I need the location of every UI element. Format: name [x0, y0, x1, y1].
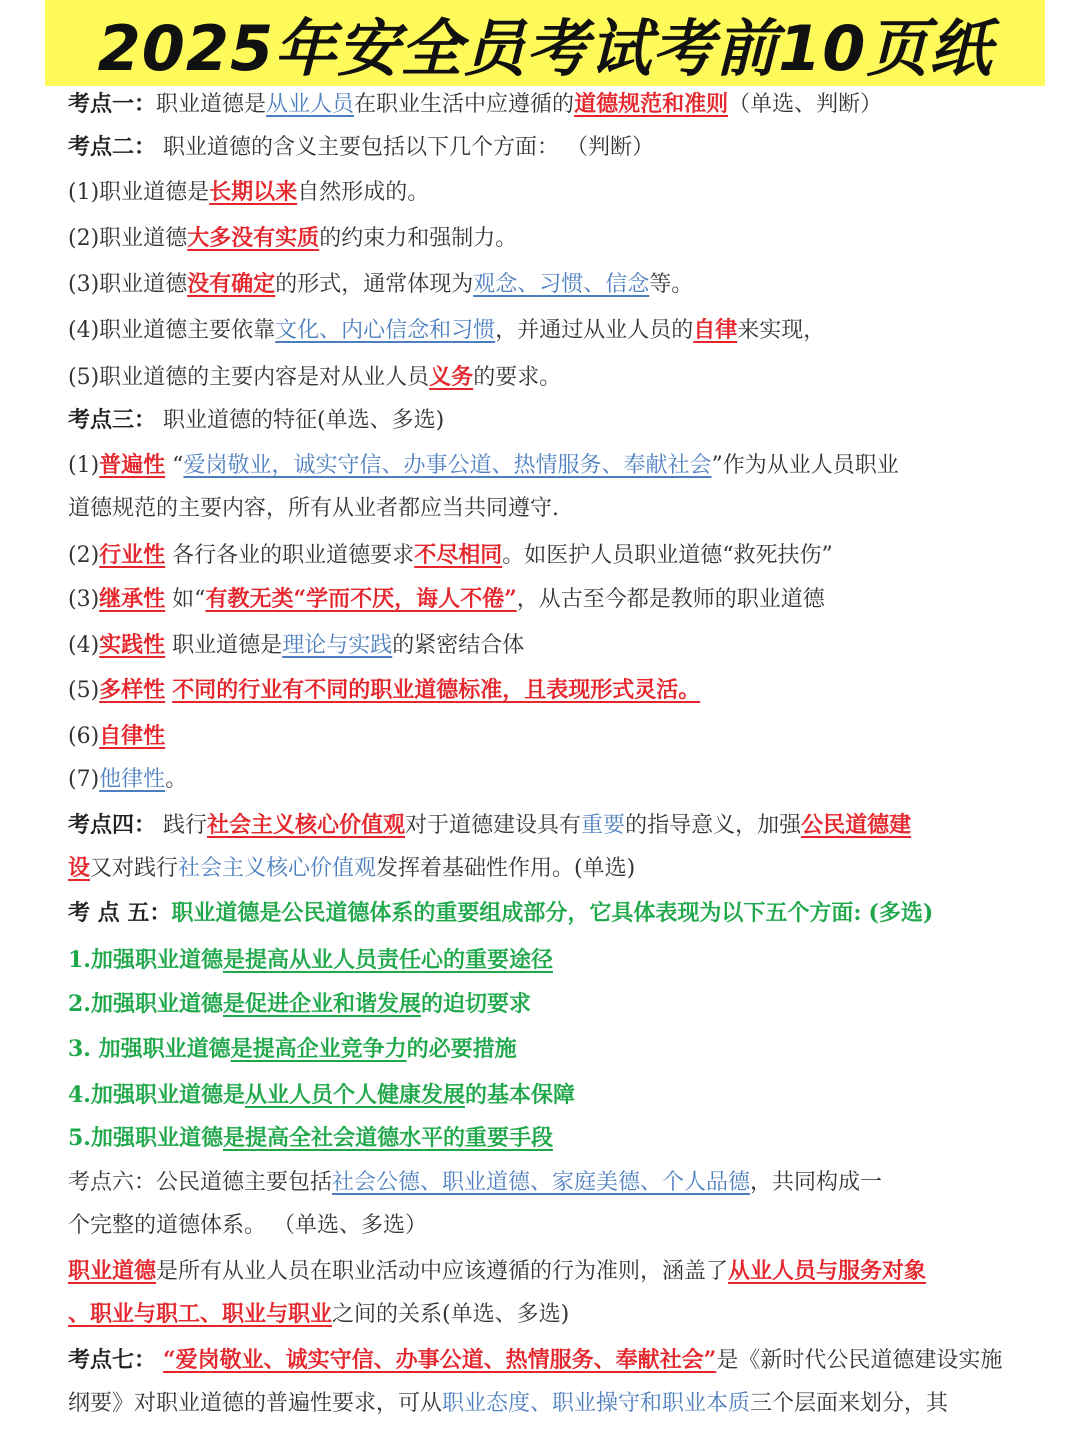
- highlighted-text: 的必要措施: [406, 1036, 517, 1062]
- highlighted-text: 理论与实践: [282, 633, 393, 658]
- highlighted-text: 的迫切要求: [420, 991, 531, 1017]
- highlighted-text: 自律性: [99, 723, 166, 749]
- title-banner: [45, 0, 1045, 86]
- highlighted-text: (多选): [868, 900, 934, 926]
- highlighted-text: 长期以来: [209, 179, 298, 205]
- highlighted-text: 职业道德: [68, 1258, 157, 1284]
- text-segment: ，共同构成一: [750, 1170, 883, 1195]
- text-line: [68, 1033, 1008, 1066]
- highlighted-text: 从业人员个人健康发展: [244, 1082, 465, 1108]
- text-line: [68, 493, 1008, 525]
- text-segment: (2)职业道德: [68, 226, 188, 251]
- text-line: [68, 268, 1008, 301]
- highlighted-text: 文化、内心信念和习惯: [275, 318, 496, 343]
- highlighted-text: 从业人员: [266, 92, 355, 117]
- text-segment: 发挥着基础性作用。(单选): [376, 856, 636, 881]
- highlighted-text: 自律: [693, 317, 738, 343]
- text-segment: (4)职业道德主要依靠: [68, 318, 276, 343]
- text-line: [68, 1344, 1008, 1377]
- text-line: [68, 1079, 1008, 1112]
- text-line: [68, 314, 1008, 347]
- text-segment: 在职业生活中应遵循的: [354, 92, 575, 117]
- text-segment: 等。: [649, 272, 694, 297]
- highlighted-text: 是提高全社会道德水平的重要手段: [222, 1125, 553, 1151]
- highlighted-text: 社会主义核心价值观: [178, 856, 377, 881]
- section-label: 考点七：: [68, 1347, 157, 1373]
- highlighted-text: 社会主义核心价值观: [207, 812, 406, 838]
- text-line: [68, 629, 1008, 662]
- text-segment: (1): [68, 453, 100, 478]
- text-line: [68, 583, 1008, 616]
- text-line: [68, 176, 1008, 209]
- text-line: [68, 361, 1008, 394]
- text-segment: 如“: [165, 587, 206, 612]
- highlighted-text: 实践性: [99, 632, 166, 658]
- highlighted-text: 行业性: [99, 542, 166, 568]
- text-segment: ，从古至今都是教师的职业道德: [516, 587, 825, 612]
- text-segment: 。如医护人员职业道德“救死扶伤”: [502, 543, 833, 568]
- text-line: [68, 988, 1008, 1021]
- highlighted-text: 职业态度、职业操守和职业本质: [442, 1391, 751, 1416]
- text-segment: ”作为从业人员职业: [711, 453, 899, 478]
- text-segment: (7): [68, 767, 100, 792]
- highlighted-text: 是提高从业人员责任心的重要途径: [222, 947, 553, 973]
- text-segment: 来实现，: [737, 318, 826, 343]
- text-segment: 考点六：公民道德主要包括: [68, 1170, 333, 1195]
- text-segment: 。: [165, 767, 188, 792]
- text-segment: 之间的关系(单选、多选): [332, 1302, 570, 1327]
- text-segment: 的紧密结合体: [392, 633, 525, 658]
- text-segment: 是所有从业人员在职业活动中应该遵循的行为准则，涵盖了: [156, 1259, 729, 1284]
- highlighted-text: 有教无类“学而不厌，诲人不倦”: [205, 586, 517, 612]
- highlighted-text: 设: [68, 855, 91, 881]
- highlighted-text: 爱岗敬业，诚实守信、办事公道、热情服务、奉献社会: [183, 453, 712, 478]
- text-segment: 是《新时代公民道德建设实施: [716, 1348, 1003, 1373]
- text-segment: (6): [68, 724, 100, 749]
- highlighted-text: 多样性: [99, 677, 166, 703]
- text-segment: 的指导意义，加强: [625, 813, 802, 838]
- text-segment: 的要求。: [473, 365, 562, 390]
- text-segment: 对于道德建设具有: [405, 813, 582, 838]
- text-segment: “: [165, 453, 184, 478]
- text-line: [68, 404, 1008, 437]
- highlighted-text: 不尽相同: [414, 542, 503, 568]
- text-line: [68, 1388, 1008, 1420]
- highlighted-text: 是促进企业和谐发展: [222, 991, 421, 1017]
- text-line: [68, 944, 1008, 977]
- text-segment: (5)职业道德的主要内容是对从业人员: [68, 365, 430, 390]
- text-line: [68, 1210, 1008, 1242]
- text-line: [68, 449, 1008, 482]
- text-line: [68, 809, 1008, 842]
- highlighted-text: 职业道德是公民道德体系的重要组成部分，它具体表现为以下五个方面:: [171, 900, 862, 926]
- highlighted-text: 、职业与职工、职业与职业: [68, 1301, 333, 1327]
- text-segment: 的约束力和强制力。: [319, 226, 518, 251]
- section-label: 考点四：: [68, 812, 157, 838]
- text-line: [68, 222, 1008, 255]
- highlighted-text: 没有确定: [187, 271, 276, 297]
- section-label: 考点二：: [68, 134, 157, 160]
- text-segment: 又对践行: [90, 856, 179, 881]
- highlighted-text: 2.加强职业道德: [68, 991, 223, 1017]
- highlighted-text: 公民道德建: [801, 812, 912, 838]
- highlighted-text: 道德规范和准则: [574, 91, 729, 117]
- text-segment: 职业道德是: [165, 633, 283, 658]
- highlighted-text: 从业人员与服务对象: [728, 1258, 927, 1284]
- highlighted-text: 社会公德、职业道德、家庭美德、个人品德: [332, 1170, 751, 1195]
- text-segment: 职业道德是: [156, 92, 267, 117]
- text-line: [68, 674, 1008, 707]
- text-line: [68, 131, 1008, 164]
- highlighted-text: 重要: [581, 813, 626, 838]
- text-line: [68, 1122, 1008, 1155]
- text-segment: [156, 1348, 163, 1373]
- section-label: 考点一：: [68, 91, 157, 117]
- text-segment: （单选、判断）: [728, 92, 883, 117]
- text-segment: (2): [68, 543, 100, 568]
- text-line: [68, 88, 1008, 121]
- highlighted-text: 观念、习惯、信念: [473, 272, 650, 297]
- text-segment: 三个层面来划分，其: [750, 1391, 949, 1416]
- text-segment: (1)职业道德是: [68, 180, 210, 205]
- text-line: [68, 897, 1008, 930]
- text-segment: 的形式，通常体现为: [275, 272, 474, 297]
- highlighted-text: 4.加强职业道德是: [68, 1082, 245, 1108]
- highlighted-text: “爱岗敬业、诚实守信、办事公道、热情服务、奉献社会”: [163, 1347, 717, 1373]
- text-segment: (5): [68, 678, 100, 703]
- highlighted-text: 1.加强职业道德: [68, 947, 223, 973]
- text-segment: 践行: [156, 813, 208, 838]
- text-segment: 职业道德的含义主要包括以下几个方面： （判断）: [156, 135, 655, 160]
- text-segment: (3): [68, 587, 100, 612]
- text-line: [68, 852, 1008, 885]
- section-label: 考 点 五：: [68, 900, 172, 926]
- text-line: [68, 1255, 1008, 1288]
- text-line: [68, 764, 1008, 796]
- text-line: [68, 720, 1008, 753]
- text-segment: 道德规范的主要内容，所有从业者都应当共同遵守.: [68, 496, 559, 521]
- text-line: [68, 539, 1008, 572]
- text-segment: 纲要》对职业道德的普遍性要求，可从: [68, 1391, 443, 1416]
- highlighted-text: 不同的行业有不同的职业道德标准，且表现形式灵活。: [172, 677, 701, 703]
- highlighted-text: 3. 加强职业道德: [68, 1036, 231, 1062]
- highlighted-text: 继承性: [99, 586, 166, 612]
- text-segment: 个完整的道德体系。 （单选、多选）: [68, 1213, 427, 1238]
- highlighted-text: 5.加强职业道德: [68, 1125, 223, 1151]
- text-segment: 自然形成的。: [297, 180, 430, 205]
- highlighted-text: 他律性: [99, 767, 166, 792]
- text-segment: ，并通过从业人员的: [495, 318, 694, 343]
- text-segment: (3)职业道德: [68, 272, 188, 297]
- highlighted-text: 普遍性: [99, 452, 166, 478]
- highlighted-text: 的基本保障: [464, 1082, 575, 1108]
- highlighted-text: 是提高企业竞争力: [230, 1036, 407, 1062]
- text-line: [68, 1167, 1008, 1199]
- text-segment: 各行各业的职业道德要求: [165, 543, 415, 568]
- section-label: 考点三：: [68, 407, 157, 433]
- text-segment: 职业道德的特征(单选、多选): [156, 408, 445, 433]
- highlighted-text: 义务: [429, 364, 474, 390]
- text-line: [68, 1298, 1008, 1331]
- text-segment: (4): [68, 633, 100, 658]
- page-title: 2025年安全员考试考前10页纸: [97, 11, 993, 85]
- highlighted-text: 大多没有实质: [187, 225, 320, 251]
